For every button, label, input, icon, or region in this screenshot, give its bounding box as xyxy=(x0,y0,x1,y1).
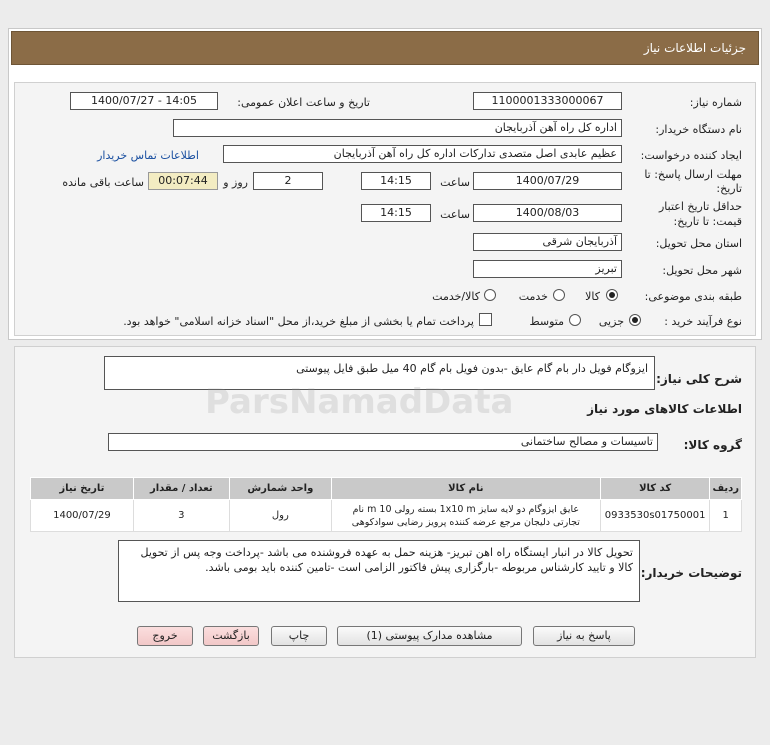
goods-table-header xyxy=(31,478,742,500)
treasury-payment-checkbox[interactable] xyxy=(479,313,492,326)
announce-field: 1400/07/27 - 14:05 xyxy=(70,92,218,110)
validity-time-label: ساعت xyxy=(440,208,470,221)
table-row xyxy=(31,500,742,532)
deadline-date-field: 1400/07/29 xyxy=(473,172,622,190)
watermark-brand: ParsNamadData xyxy=(205,382,514,422)
process-option-minor: جزیی xyxy=(598,315,624,328)
reply-button[interactable]: پاسخ به نیاز xyxy=(533,626,635,646)
creator-label: ایجاد کننده درخواست: xyxy=(640,149,742,162)
buyer-desc-field: تحویل کالا در انبار ایستگاه راه اهن تبریز- هزینه حمل به عهده فروشنده می باشد -پرداخت وجه پس از تحویل کالا و تایید کارشناس مربوطه -بارگزاری پیش فاکتور الزامی است -تامین کننده باید بومی باشد. xyxy=(118,540,640,602)
col-header-name: نام کالا xyxy=(331,478,600,500)
col-header-qty: تعداد / مقدار xyxy=(133,478,229,500)
validity-time-field: 14:15 xyxy=(361,204,431,222)
deadline-time-field: 14:15 xyxy=(361,172,431,190)
remaining-time-field: 00:07:44 xyxy=(148,172,218,190)
city-label: شهر محل تحویل: xyxy=(662,264,742,277)
goods-info-title: اطلاعات کالاهای مورد نیاز xyxy=(587,402,742,416)
page-title: جزئیات اطلاعات نیاز xyxy=(643,41,746,55)
goods-group-field: تاسیسات و مصالح ساختمانی xyxy=(108,433,658,451)
category-label: طبقه بندی موضوعی: xyxy=(644,290,742,303)
validity-label: حداقل تاریخ اعتبار xyxy=(658,200,742,213)
deadline-label: مهلت ارسال پاسخ: تا xyxy=(644,168,742,181)
contact-buyer-link[interactable]: اطلاعات تماس خریدار xyxy=(97,149,199,162)
days-field: 2 xyxy=(253,172,323,190)
summary-field: ایزوگام فویل دار بام گام عایق -بدون فویل بام گام 40 میل طبق فایل پیوستی xyxy=(104,356,655,390)
summary-label: شرح کلی نیاز: xyxy=(656,372,742,386)
col-header-index: ردیف xyxy=(710,478,742,500)
process-option-medium: متوسط xyxy=(529,315,564,328)
col-header-date: تاریخ نیاز xyxy=(31,478,134,500)
buyer-org-field: اداره کل راه آهن آذربایجان xyxy=(173,119,622,137)
category-radio-service[interactable] xyxy=(553,289,565,301)
exit-button[interactable]: خروج xyxy=(137,626,193,646)
creator-field: عظیم عابدی اصل متصدی تدارکات اداره کل راه آهن آذربایجان xyxy=(223,145,622,163)
category-option-service: خدمت xyxy=(518,290,548,303)
cell-name-line-1: عایق ایزوگام دو لایه سایز 1x10 m بسته رولی 10 m نام xyxy=(352,503,580,515)
deadline-label-2: تاریخ: xyxy=(716,182,742,195)
process-radio-minor[interactable] xyxy=(629,314,641,326)
col-header-code: کد کالا xyxy=(600,478,710,500)
buyer-org-label: نام دستگاه خریدار: xyxy=(655,123,742,136)
col-header-unit: واحد شمارش xyxy=(229,478,331,500)
buyer-desc-label: توضیحات خریدار: xyxy=(640,566,742,580)
cell-name-line-2: تجارتی دلیجان مرجع عرضه کننده پرویز رضایی سوادکوهی xyxy=(351,516,580,528)
goods-table xyxy=(30,477,742,532)
process-label: نوع فرآیند خرید : xyxy=(664,315,742,328)
category-radio-goods[interactable] xyxy=(606,289,618,301)
need-number-field: 1100001333000067 xyxy=(473,92,622,110)
payment-note: پرداخت تمام یا بخشی از مبلغ خرید،از محل "اسناد خزانه اسلامی" خواهد بود. xyxy=(123,315,474,328)
goods-group-label: گروه کالا: xyxy=(683,438,742,452)
page-header xyxy=(11,31,759,65)
province-label: استان محل تحویل: xyxy=(655,237,742,250)
remaining-label: ساعت باقی مانده xyxy=(62,176,144,189)
validity-label-2: قیمت: تا تاریخ: xyxy=(673,215,742,228)
back-button[interactable]: بازگشت xyxy=(203,626,259,646)
validity-date-field: 1400/08/03 xyxy=(473,204,622,222)
city-field: تبریز xyxy=(473,260,622,278)
cell-qty: 3 xyxy=(133,500,229,532)
print-button[interactable]: چاپ xyxy=(271,626,327,646)
category-option-both: کالا/خدمت xyxy=(432,290,480,303)
cell-code: 0933530s01750001 xyxy=(600,500,710,532)
deadline-time-label: ساعت xyxy=(440,176,470,189)
category-option-goods: کالا xyxy=(585,290,600,303)
province-field: آذربایجان شرقی xyxy=(473,233,622,251)
cell-name xyxy=(331,500,600,532)
need-number-label: شماره نیاز: xyxy=(689,96,742,109)
cell-unit: رول xyxy=(229,500,331,532)
process-radio-medium[interactable] xyxy=(569,314,581,326)
cell-date: 1400/07/29 xyxy=(31,500,134,532)
category-radio-both[interactable] xyxy=(484,289,496,301)
days-label: روز و xyxy=(223,176,248,189)
view-attachments-button[interactable]: مشاهده مدارک پیوستی (1) xyxy=(337,626,522,646)
cell-index: 1 xyxy=(710,500,742,532)
announce-label: تاریخ و ساعت اعلان عمومی: xyxy=(237,96,370,109)
